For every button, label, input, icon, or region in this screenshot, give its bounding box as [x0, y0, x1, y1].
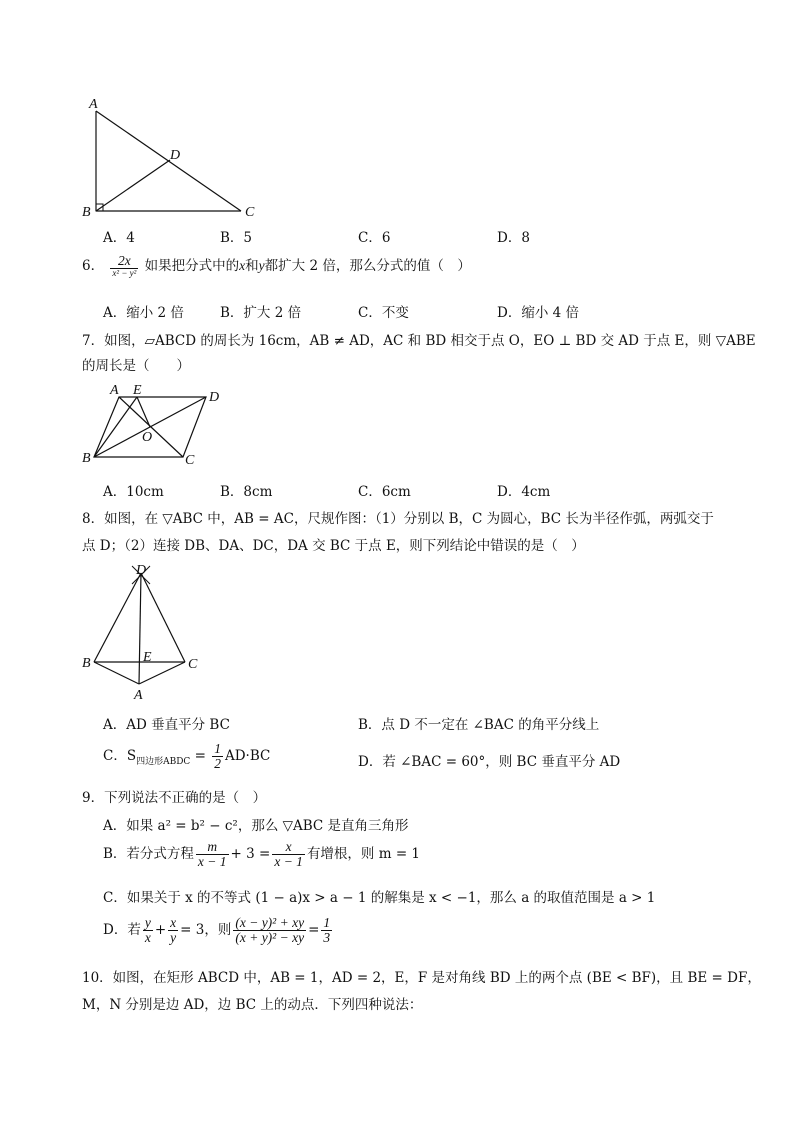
label-A: A — [134, 688, 143, 703]
q9-optb-f2-den: x − 1 — [274, 854, 303, 870]
q6-text2: 都扩大 2 倍，那么分式的值（ ） — [264, 258, 471, 274]
q8-optc-eq: = — [190, 748, 211, 765]
q5-option-b: B．5 — [220, 230, 253, 246]
q10-line1: 10．如图，在矩形 ABCD 中，AB = 1，AD = 2，E，F 是对角线 BD 上的两个点 (BE < BF)，且 BE = DF， — [82, 970, 761, 986]
q7-option-c: C．6cm — [358, 484, 411, 500]
q6-option-b: B．扩大 2 倍 — [220, 305, 302, 321]
q9-optd-eq: = — [308, 922, 320, 939]
q8-optc-prefix: C．S — [103, 748, 137, 765]
q6-option-a: A．缩小 2 倍 — [103, 305, 184, 321]
label-E: E — [143, 650, 152, 665]
q8-optc-frac-num: 1 — [214, 741, 221, 756]
q6-y: y — [258, 258, 265, 273]
q9-optb-f1-num: m — [196, 840, 229, 855]
q9-optb-mid: + 3 = — [230, 846, 271, 863]
label-D: D — [209, 390, 220, 405]
q9-optd-frac1 — [143, 916, 153, 945]
label-A: A — [89, 97, 98, 112]
q9-title: 9．下列说法不正确的是（ ） — [82, 790, 267, 806]
label-E: E — [133, 383, 142, 398]
q9-optb-frac1 — [196, 840, 229, 869]
label-D: D — [170, 148, 181, 163]
q8-option-b: B．点 D 不一定在 ∠BAC 的角平分线上 — [358, 717, 600, 733]
q9-optd-plus: + — [154, 922, 167, 939]
q5-option-c: C．6 — [358, 230, 391, 246]
q9-optd-f3-num: (x − y)² + xy — [235, 915, 305, 930]
q9-optd-f4-den: 3 — [323, 930, 331, 946]
q9-optd-f4-num: 1 — [323, 915, 331, 930]
q5-option-d: D．8 — [497, 230, 530, 246]
q8-line1: 8．如图，在 ▽ABC 中，AB = AC，尺规作图：（1）分别以 B，C 为圆心，BC 长为半径作弧，两弧交于 — [82, 511, 714, 527]
q6-option-d: D．缩小 4 倍 — [497, 305, 579, 321]
q9-option-d — [103, 916, 334, 945]
q6-frac-den: x² − y² — [112, 268, 137, 279]
label-B: B — [82, 656, 91, 671]
q9-option-a: A．如果 a² = b² − c²，那么 ▽ABC 是直角三角形 — [103, 818, 409, 834]
label-B: B — [82, 205, 91, 220]
q8-optc-sub: 四边形ABDC — [136, 756, 191, 767]
q9-optd-f2-num: x — [170, 915, 177, 930]
q9-option-c: C．如果关于 x 的不等式 (1 − a)x > a − 1 的解集是 x < −1，那么 a 的取值范围是 a > 1 — [103, 890, 656, 906]
q9-optb-rest: 有增根，则 m = 1 — [306, 846, 421, 863]
q9-optd-frac3 — [233, 916, 306, 945]
q9-optb-frac2 — [272, 840, 305, 869]
q8-optc-rest: AD·BC — [224, 748, 271, 765]
q8-line2: 点 D；（2）连接 DB、DA、DC，DA 交 BC 于点 E，则下列结论中错误的是（ ） — [82, 538, 585, 554]
q7-option-d: D．4cm — [497, 484, 551, 500]
q8-optc-frac — [212, 742, 223, 771]
q8-option-a: A．AD 垂直平分 BC — [103, 717, 230, 733]
q5-option-a: A．4 — [103, 230, 135, 246]
q6-text1: 如果把分式中的 — [144, 258, 240, 274]
label-C: C — [188, 657, 198, 672]
q6-number: 6． — [82, 258, 105, 274]
q6-and: 和 — [245, 258, 259, 274]
q9-optd-f1-den: x — [144, 930, 151, 946]
q9-optd-frac4 — [321, 916, 332, 945]
q7-option-b: B．8cm — [220, 484, 273, 500]
q9-optd-prefix: D．若 — [103, 922, 141, 939]
q9-optb-f1-den: x − 1 — [197, 854, 227, 870]
q9-optd-f1-num: y — [144, 915, 151, 930]
q9-optb-f2-num: x — [272, 840, 305, 855]
q6-option-c: C．不变 — [358, 305, 409, 321]
q10-line2: M，N 分别是边 AD，边 BC 上的动点．下列四种说法： — [82, 997, 423, 1013]
label-C: C — [245, 205, 255, 220]
label-B: B — [82, 451, 91, 466]
label-C: C — [185, 453, 195, 468]
q8-option-d: D．若 ∠BAC = 60°，则 BC 垂直平分 AD — [358, 754, 621, 770]
label-D: D — [136, 563, 147, 578]
q6-x: x — [239, 258, 246, 273]
q8-optc-frac-den: 2 — [214, 756, 221, 772]
q7-line1: 7．如图，▱ABCD 的周长为 16cm，AB ≠ AD，AC 和 BD 相交于点 O，EO ⊥ BD 交 AD 于点 E，则 ▽ABE — [82, 333, 756, 349]
q6-frac-num: 2x — [110, 254, 138, 269]
q9-optd-frac2 — [168, 916, 178, 945]
q7-option-a: A．10cm — [103, 484, 164, 500]
q9-optd-f2-den: y — [170, 930, 177, 946]
q9-optd-mid: = 3，则 — [180, 922, 232, 939]
q9-optb-prefix: B．若分式方程 — [103, 846, 194, 863]
q9-option-b — [103, 840, 420, 869]
label-O: O — [142, 430, 153, 445]
q7-line2: 的周长是（ ） — [82, 358, 190, 374]
q9-optd-f3-den: (x + y)² − xy — [235, 930, 305, 946]
q8-option-c — [103, 742, 270, 771]
label-A: A — [110, 383, 119, 398]
